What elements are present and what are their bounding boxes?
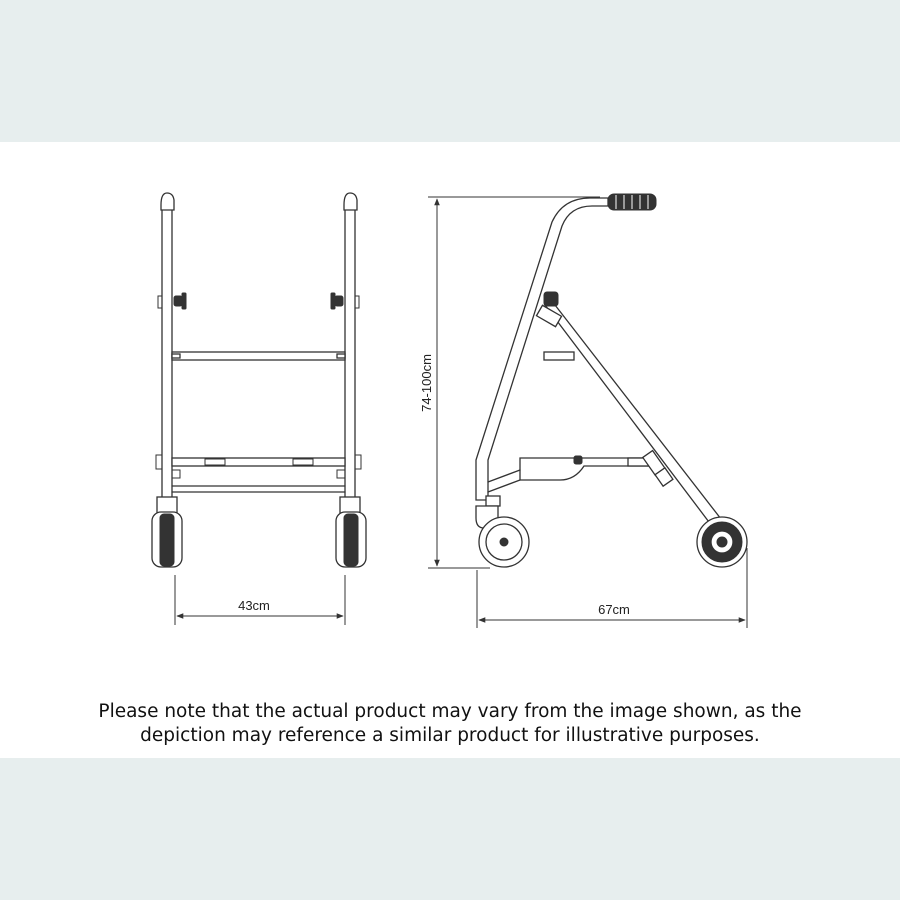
right-adjust-knob	[335, 296, 343, 306]
lower-tray	[172, 458, 345, 466]
height-label: 74-100cm	[419, 354, 434, 412]
depth-label: 67cm	[598, 602, 630, 617]
side-top-tray	[544, 352, 574, 360]
right-caster-housing	[340, 497, 360, 513]
right-handle-cap	[344, 193, 357, 210]
front-caster-mount	[486, 496, 500, 506]
width-label: 43cm	[238, 598, 270, 613]
width-dimension	[175, 575, 345, 625]
left-upright	[162, 200, 172, 510]
top-tray	[172, 352, 345, 360]
disclaimer-line-2: depiction may reference a similar product for illustrative purposes.	[140, 725, 760, 746]
disclaimer-note	[0, 700, 900, 748]
disclaimer-line-1: Please note that the actual product may vary from the image shown, as the	[98, 701, 802, 722]
left-adjust-knob	[174, 296, 182, 306]
walker-side-view	[476, 194, 747, 567]
fold-hinge	[544, 292, 558, 306]
left-caster-housing	[157, 497, 177, 513]
walker-front-view	[152, 193, 366, 567]
rear-leg-tube	[545, 305, 728, 534]
left-handle-cap	[161, 193, 174, 210]
right-upright	[345, 200, 355, 510]
